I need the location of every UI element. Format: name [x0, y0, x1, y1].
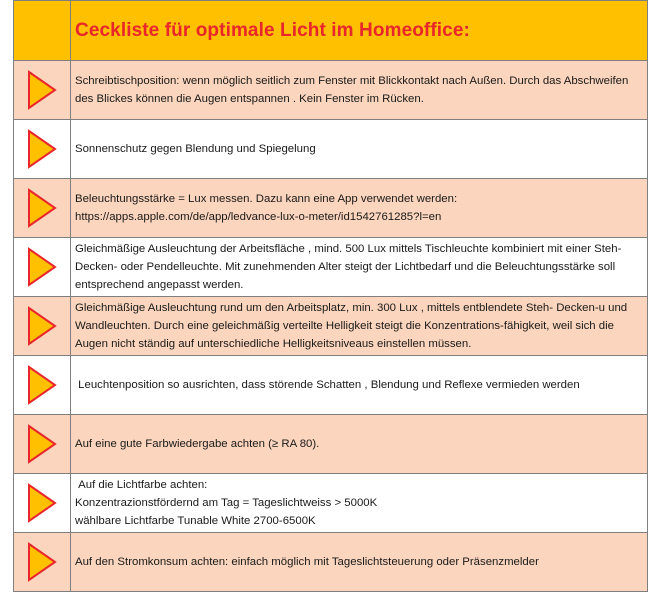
header-empty-cell	[14, 1, 71, 61]
arrow-cell	[14, 297, 71, 356]
play-triangle-icon	[27, 70, 57, 110]
item-text-line: https://apps.apple.com/de/app/ledvance-lux-o-meter/id1542761285?l=en	[75, 211, 442, 223]
checklist-row-8	[14, 474, 648, 533]
item-text	[71, 188, 647, 228]
item-text-line: Decken- oder Pendelleuchte. Mit zunehmenden Alter steigt der Lichtbedarf und die Beleuchtungsstärke soll	[75, 261, 616, 273]
play-triangle-icon	[27, 424, 57, 464]
checklist-sheet	[13, 0, 647, 592]
item-text-line: Auf eine gute Farbwiedergabe achten (≥ RA 80).	[75, 438, 320, 450]
item-text-line: Konzentrazionstfördernd am Tag = Tageslichtweiss > 5000K	[75, 497, 378, 509]
header-row	[14, 1, 648, 61]
item-text-cell	[71, 238, 648, 297]
item-text-line: Gleichmäßige Ausleuchtung der Arbeitsfläche , mind. 500 Lux mittels Tischleuchte kombiniert mit einer Steh-	[75, 243, 622, 255]
item-text-line: Augen nicht ständig auf unterschiedliche Helligkeitsniveaus einstellen müssen.	[75, 338, 472, 350]
item-text	[71, 474, 647, 532]
play-triangle-icon	[27, 542, 57, 582]
item-text-cell	[71, 179, 648, 238]
arrow-cell	[14, 179, 71, 238]
play-triangle-icon	[27, 483, 57, 523]
checklist-row-4	[14, 238, 648, 297]
item-text-cell	[71, 415, 648, 474]
arrow-cell	[14, 120, 71, 179]
item-text-line: Sonnenschutz gegen Blendung und Spiegelung	[75, 143, 316, 155]
checklist-row-9	[14, 533, 648, 592]
arrow-cell	[14, 533, 71, 592]
checklist-row-7	[14, 415, 648, 474]
play-triangle-icon	[27, 306, 57, 346]
item-text-line: wählbare Lichtfarbe Tunable White 2700-6500K	[75, 515, 316, 527]
page-title: Ceckliste für optimale Licht im Homeoffice:	[75, 19, 470, 41]
header-title-cell	[71, 1, 648, 61]
item-text-line: Schreibtischposition: wenn möglich seitlich zum Fenster mit Blickkontakt nach Außen. Durch das Abschweifen	[75, 75, 629, 87]
arrow-cell	[14, 474, 71, 533]
item-text-cell	[71, 533, 648, 592]
play-triangle-icon	[27, 188, 57, 228]
item-text-line: Wandleuchten. Durch eine geleichmäßig verteilte Helligkeit steigt die Konzentrations-fähigkeit, weil sich die	[75, 320, 615, 332]
item-text	[71, 70, 647, 110]
arrow-cell	[14, 356, 71, 415]
item-text-line: Auf den Stromkonsum achten: einfach möglich mit Tageslichtsteuerung oder Präsenzmelder	[75, 556, 539, 568]
checklist-row-5	[14, 297, 648, 356]
checklist-table	[13, 0, 648, 592]
item-text-cell	[71, 474, 648, 533]
item-text	[71, 551, 647, 573]
checklist-row-2	[14, 120, 648, 179]
item-text-line: Auf die Lichtfarbe achten:	[75, 479, 208, 491]
arrow-cell	[14, 238, 71, 297]
item-text	[71, 374, 647, 396]
arrow-cell	[14, 415, 71, 474]
item-text-line: entsprechend angepasst werden.	[75, 279, 244, 291]
arrow-cell	[14, 61, 71, 120]
checklist-row-3	[14, 179, 648, 238]
checklist-row-1	[14, 61, 648, 120]
item-text-cell	[71, 61, 648, 120]
item-text	[71, 433, 647, 455]
item-text-line: des Blickes können die Augen entspannen . Kein Fenster im Rücken.	[75, 93, 424, 105]
item-text	[71, 238, 647, 296]
play-triangle-icon	[27, 247, 57, 287]
item-text	[71, 297, 647, 355]
item-text-cell	[71, 356, 648, 415]
play-triangle-icon	[27, 129, 57, 169]
checklist-row-6	[14, 356, 648, 415]
item-text-line: Leuchtenposition so ausrichten, dass störende Schatten , Blendung und Reflexe vermieden werden	[75, 379, 580, 391]
item-text-line: Beleuchtungsstärke = Lux messen. Dazu kann eine App verwendet werden:	[75, 193, 458, 205]
item-text	[71, 138, 647, 160]
item-text-cell	[71, 120, 648, 179]
item-text-cell	[71, 297, 648, 356]
play-triangle-icon	[27, 365, 57, 405]
item-text-line: Gleichmäßige Ausleuchtung rund um den Arbeitsplatz, min. 300 Lux , mittels entblendete Steh- Decken-u und	[75, 302, 628, 314]
